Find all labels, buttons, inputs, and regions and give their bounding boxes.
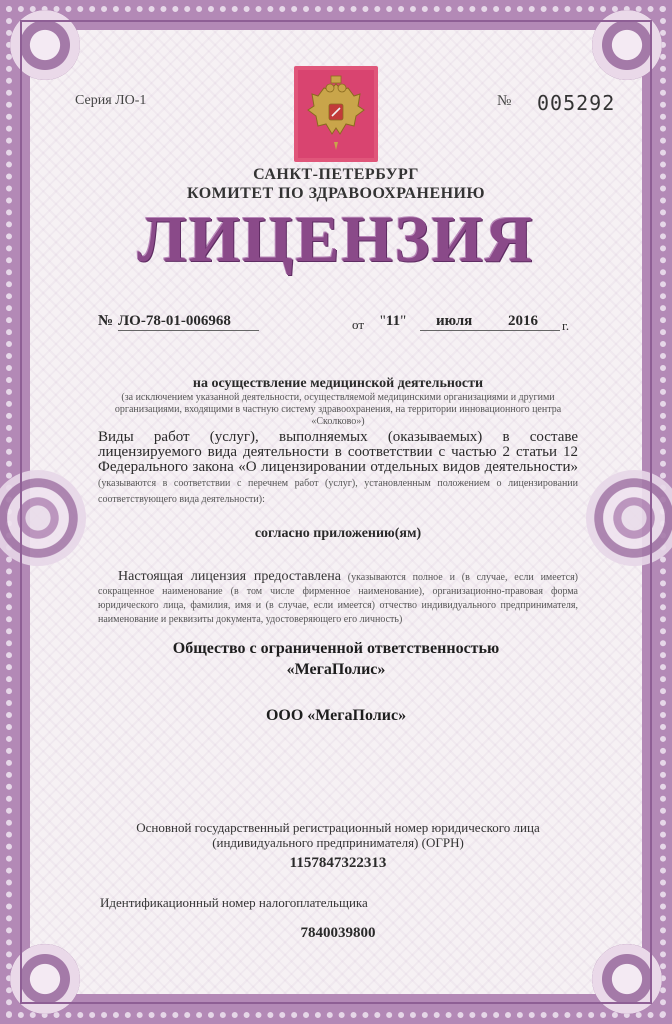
corner-rosette [10, 10, 80, 80]
works-note: (указываются в соответствии с перечнем работ (услуг), установленным положением о лицензировании соответствующего вида деятельности): [98, 478, 578, 505]
license-month-year [420, 313, 560, 331]
number-sign: № [497, 93, 512, 109]
inn-value: 7840039800 [300, 925, 376, 941]
activity-note-line: «Сколково») [311, 416, 365, 427]
license-month: июля [436, 313, 473, 329]
holder-note: (указываются полное и (в случае, если имеется) сокращенное наименование (в том числе фирменное наименование), организационно-правовая форма юридического лица, фамилия, имя и (в случае, если имеется) отчество индивидуального предпринимателя, наименование и реквизиты документа, удостоверяющего его личность) [98, 572, 578, 625]
license-number [118, 313, 348, 331]
side-rosette-left [0, 470, 86, 566]
works-text-main: Виды работ (услуг), выполняемых (оказываемых) в составе лицензируемого вида деятельности в соответствии с частью 2 статьи 12 Федерального закона «О лицензировании отдельных видов деятельности» [98, 429, 578, 475]
ogrn-value: 1157847322313 [289, 855, 387, 871]
corner-rosette [10, 944, 80, 1014]
date-prefix: от [352, 317, 365, 332]
ogrn-label [98, 820, 578, 850]
coat-of-arms-icon [294, 66, 378, 162]
holder-intro: Настоящая лицензия предоставлена [118, 569, 341, 584]
document-title: ЛИЦЕНЗИЯ [137, 203, 535, 276]
license-number-value: ЛО-78-01-006968 [118, 313, 259, 331]
license-year: 2016 [508, 313, 538, 329]
committee-heading: КОМИТЕТ ПО ЗДРАВООХРАНЕНИЮ [186, 185, 486, 202]
city-heading: САНКТ-ПЕТЕРБУРГ [253, 166, 419, 183]
holder-intro-block [98, 570, 578, 627]
license-day: "11" [379, 313, 407, 329]
holder-short-name: ООО «МегаПолис» [265, 707, 407, 724]
license-day-value: 11 [385, 313, 401, 329]
serial-number: 005292 [537, 91, 616, 115]
side-rosette-right [586, 470, 672, 566]
inn-label: Идентификационный номер налогоплательщика [100, 895, 368, 910]
series-label: Серия ЛО-1 [75, 93, 147, 108]
activity-heading: на осуществление медицинской деятельности [192, 376, 484, 391]
works-text [98, 430, 578, 507]
corner-rosette [592, 10, 662, 80]
corner-rosette [592, 944, 662, 1014]
ogrn-label-line: Основной государственный регистрационный номер юридического лица [136, 820, 540, 835]
year-suffix: г. [562, 318, 570, 333]
holder-full-name-line2: «МегаПолис» [286, 661, 386, 678]
works-value: согласно приложению(ям) [254, 526, 422, 541]
license-number-prefix: № [98, 313, 114, 329]
holder-full-name-line1: Общество с ограниченной ответственностью [172, 640, 500, 657]
activity-note [98, 392, 578, 428]
ogrn-label-line: (индивидуального предпринимателя) (ОГРН) [212, 835, 464, 850]
activity-note-line: организациями, входящими в частную систему здравоохранения, на территории инновационного центра [114, 404, 562, 415]
activity-note-line: (за исключением указанной деятельности, осуществляемой медицинскими организациями и другими [121, 392, 555, 403]
